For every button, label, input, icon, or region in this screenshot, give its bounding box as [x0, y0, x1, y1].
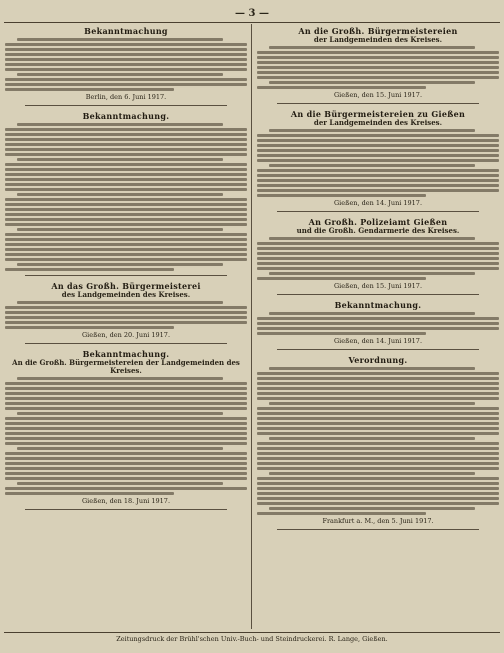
notice-dateline: Frankfurt a. M., den 5. Juni 1917.	[322, 517, 434, 525]
text-line	[5, 128, 247, 131]
notice-body	[5, 123, 247, 271]
text-line	[257, 427, 499, 430]
text-line	[269, 437, 475, 440]
text-line	[5, 198, 247, 201]
column-divider	[251, 24, 252, 629]
text-line	[257, 467, 499, 470]
text-line	[257, 387, 499, 390]
text-line	[5, 437, 247, 440]
text-line	[257, 422, 499, 425]
text-line	[17, 482, 223, 485]
text-line	[5, 462, 247, 465]
notice-separator	[277, 294, 479, 295]
notice-block	[5, 281, 247, 344]
text-line	[257, 397, 499, 400]
text-line	[257, 56, 499, 59]
notice-separator	[277, 211, 479, 212]
text-line	[17, 377, 223, 380]
text-line	[257, 242, 499, 245]
notice-dateline: Gießen, den 18. Juni 1917.	[81, 497, 171, 505]
text-line	[5, 407, 247, 410]
text-line	[257, 447, 499, 450]
notice-block	[257, 26, 499, 104]
notice-title: An das Großh. Bürgermeisterei	[51, 281, 201, 291]
notice-block	[5, 26, 247, 106]
text-line	[257, 174, 499, 177]
notice-title: An Großh. Polizeiamt Gießen	[308, 217, 448, 227]
notice-body	[257, 46, 499, 89]
text-line	[269, 507, 475, 510]
text-line	[257, 159, 499, 162]
text-line	[257, 332, 426, 335]
text-line	[5, 392, 247, 395]
text-line	[257, 412, 499, 415]
text-line	[257, 482, 499, 485]
notice-dateline: Gießen, den 20. Juni 1917.	[81, 331, 171, 339]
text-line	[5, 311, 247, 314]
text-line	[269, 272, 475, 275]
text-line	[17, 38, 223, 41]
text-line	[269, 46, 475, 49]
text-line	[257, 149, 499, 152]
notice-title: Bekanntmachung.	[82, 111, 170, 121]
notice-separator	[25, 343, 227, 344]
text-line	[257, 512, 426, 515]
text-line	[5, 487, 247, 490]
text-line	[257, 189, 499, 192]
text-line	[257, 262, 499, 265]
text-line	[257, 267, 499, 270]
text-line	[257, 487, 499, 490]
text-line	[257, 457, 499, 460]
text-line	[5, 213, 247, 216]
text-line	[257, 252, 499, 255]
text-line	[5, 58, 247, 61]
notice-title: An die Großh. Bürgermeistereien	[298, 26, 458, 36]
text-line	[5, 306, 247, 309]
text-line	[5, 248, 247, 251]
text-line	[257, 51, 499, 54]
notice-dateline: Gießen, den 15. Juni 1917.	[333, 91, 423, 99]
text-line	[5, 382, 247, 385]
text-line	[17, 228, 223, 231]
text-line	[5, 427, 247, 430]
text-line	[5, 477, 247, 480]
text-line	[5, 88, 174, 91]
text-line	[257, 71, 499, 74]
text-line	[5, 173, 247, 176]
text-line	[5, 223, 247, 226]
text-line	[17, 193, 223, 196]
text-line	[257, 76, 499, 79]
text-line	[269, 237, 475, 240]
text-line	[257, 86, 426, 89]
text-line	[269, 367, 475, 370]
text-line	[257, 392, 499, 395]
text-line	[17, 447, 223, 450]
text-line	[5, 78, 247, 81]
text-line	[257, 169, 499, 172]
notice-dateline: Gießen, den 14. Juni 1917.	[333, 199, 423, 207]
text-line	[257, 139, 499, 142]
notice-title: Bekanntmachung	[84, 26, 168, 36]
notice-title: An die Bürgermeistereien zu Gießen	[290, 109, 466, 119]
text-line	[257, 322, 499, 325]
page-number: — 3 —	[235, 8, 269, 19]
text-line	[257, 257, 499, 260]
text-line	[5, 138, 247, 141]
text-line	[5, 168, 247, 171]
text-line	[257, 134, 499, 137]
notice-block	[257, 109, 499, 212]
notice-title: Verordnung.	[348, 355, 408, 365]
text-line	[257, 477, 499, 480]
text-line	[257, 497, 499, 500]
right-column	[257, 26, 499, 626]
text-line	[257, 61, 499, 64]
notice-separator	[277, 529, 479, 530]
notice-title: Bekanntmachung.	[334, 300, 422, 310]
text-line	[5, 321, 247, 324]
text-line	[5, 188, 247, 191]
text-line	[5, 268, 174, 271]
notice-subtitle: der Landgemeinden des Kreises.	[313, 35, 443, 44]
text-line	[5, 467, 247, 470]
text-line	[269, 312, 475, 315]
text-line	[257, 66, 499, 69]
printer-footer: Zeitungsdruck der Brühl'schen Univ.-Buch- und Steindruckerei. R. Lange, Gießen.	[4, 632, 500, 643]
text-line	[5, 243, 247, 246]
text-line	[5, 208, 247, 211]
notice-block	[257, 300, 499, 350]
text-line	[269, 129, 475, 132]
notice-body	[5, 38, 247, 91]
text-line	[5, 417, 247, 420]
text-line	[257, 442, 499, 445]
notice-separator	[25, 509, 227, 510]
text-line	[257, 417, 499, 420]
notice-title: Bekanntmachung.	[82, 349, 170, 359]
notice-body	[257, 312, 499, 335]
text-line	[5, 387, 247, 390]
notice-subtitle: des Landgemeinden des Kreises.	[61, 290, 191, 299]
text-line	[17, 412, 223, 415]
text-line	[5, 48, 247, 51]
text-line	[17, 73, 223, 76]
notice-body	[257, 367, 499, 515]
text-line	[5, 422, 247, 425]
text-line	[257, 247, 499, 250]
text-line	[5, 53, 247, 56]
text-line	[269, 81, 475, 84]
notice-separator	[277, 103, 479, 104]
text-line	[5, 397, 247, 400]
text-line	[257, 317, 499, 320]
text-line	[269, 164, 475, 167]
text-line	[5, 253, 247, 256]
notice-separator	[25, 105, 227, 106]
text-line	[5, 183, 247, 186]
text-line	[257, 452, 499, 455]
text-line	[257, 327, 499, 330]
text-line	[5, 178, 247, 181]
text-line	[5, 442, 247, 445]
top-rule	[4, 22, 500, 23]
text-line	[17, 263, 223, 266]
text-line	[269, 402, 475, 405]
text-line	[5, 68, 247, 71]
text-line	[5, 83, 247, 86]
notice-body	[5, 377, 247, 495]
text-line	[257, 154, 499, 157]
text-line	[257, 184, 499, 187]
notice-body	[257, 237, 499, 280]
text-line	[5, 218, 247, 221]
text-line	[5, 203, 247, 206]
text-line	[257, 407, 499, 410]
text-line	[5, 326, 174, 329]
text-line	[5, 148, 247, 151]
notice-subtitle: und die Großh. Gendarmerie des Kreises.	[296, 226, 460, 235]
notice-dateline: Gießen, den 15. Juni 1917.	[333, 282, 423, 290]
text-line	[17, 301, 223, 304]
text-line	[5, 457, 247, 460]
notice-subtitle: An die Großh. Bürgermeistereien der Landgemeinden des Kreises.	[12, 358, 240, 375]
text-line	[5, 452, 247, 455]
text-line	[5, 233, 247, 236]
text-line	[257, 179, 499, 182]
text-line	[5, 316, 247, 319]
notice-dateline: Gießen, den 14. Juni 1917.	[333, 337, 423, 345]
text-line	[257, 502, 499, 505]
text-line	[257, 492, 499, 495]
text-line	[5, 258, 247, 261]
text-line	[5, 43, 247, 46]
notice-dateline: Berlin, den 6. Juni 1917.	[85, 93, 167, 101]
text-line	[257, 382, 499, 385]
notice-block	[257, 355, 499, 530]
text-line	[5, 63, 247, 66]
notice-body	[5, 301, 247, 329]
text-line	[5, 238, 247, 241]
left-column	[5, 26, 247, 626]
notice-body	[257, 129, 499, 197]
text-line	[257, 372, 499, 375]
text-line	[257, 432, 499, 435]
text-line	[257, 194, 426, 197]
text-line	[257, 377, 499, 380]
notice-separator	[277, 349, 479, 350]
text-line	[5, 163, 247, 166]
text-line	[269, 472, 475, 475]
text-line	[5, 133, 247, 136]
text-line	[257, 277, 426, 280]
notice-block	[257, 217, 499, 295]
text-line	[17, 158, 223, 161]
notice-separator	[25, 275, 227, 276]
notice-block	[5, 111, 247, 276]
text-line	[5, 143, 247, 146]
text-line	[5, 472, 247, 475]
text-line	[257, 144, 499, 147]
text-line	[5, 432, 247, 435]
notice-block	[5, 349, 247, 510]
notice-subtitle: der Landgemeinden des Kreises.	[313, 118, 443, 127]
text-line	[5, 492, 174, 495]
text-line	[257, 462, 499, 465]
text-line	[17, 123, 223, 126]
text-line	[5, 402, 247, 405]
text-line	[5, 153, 247, 156]
